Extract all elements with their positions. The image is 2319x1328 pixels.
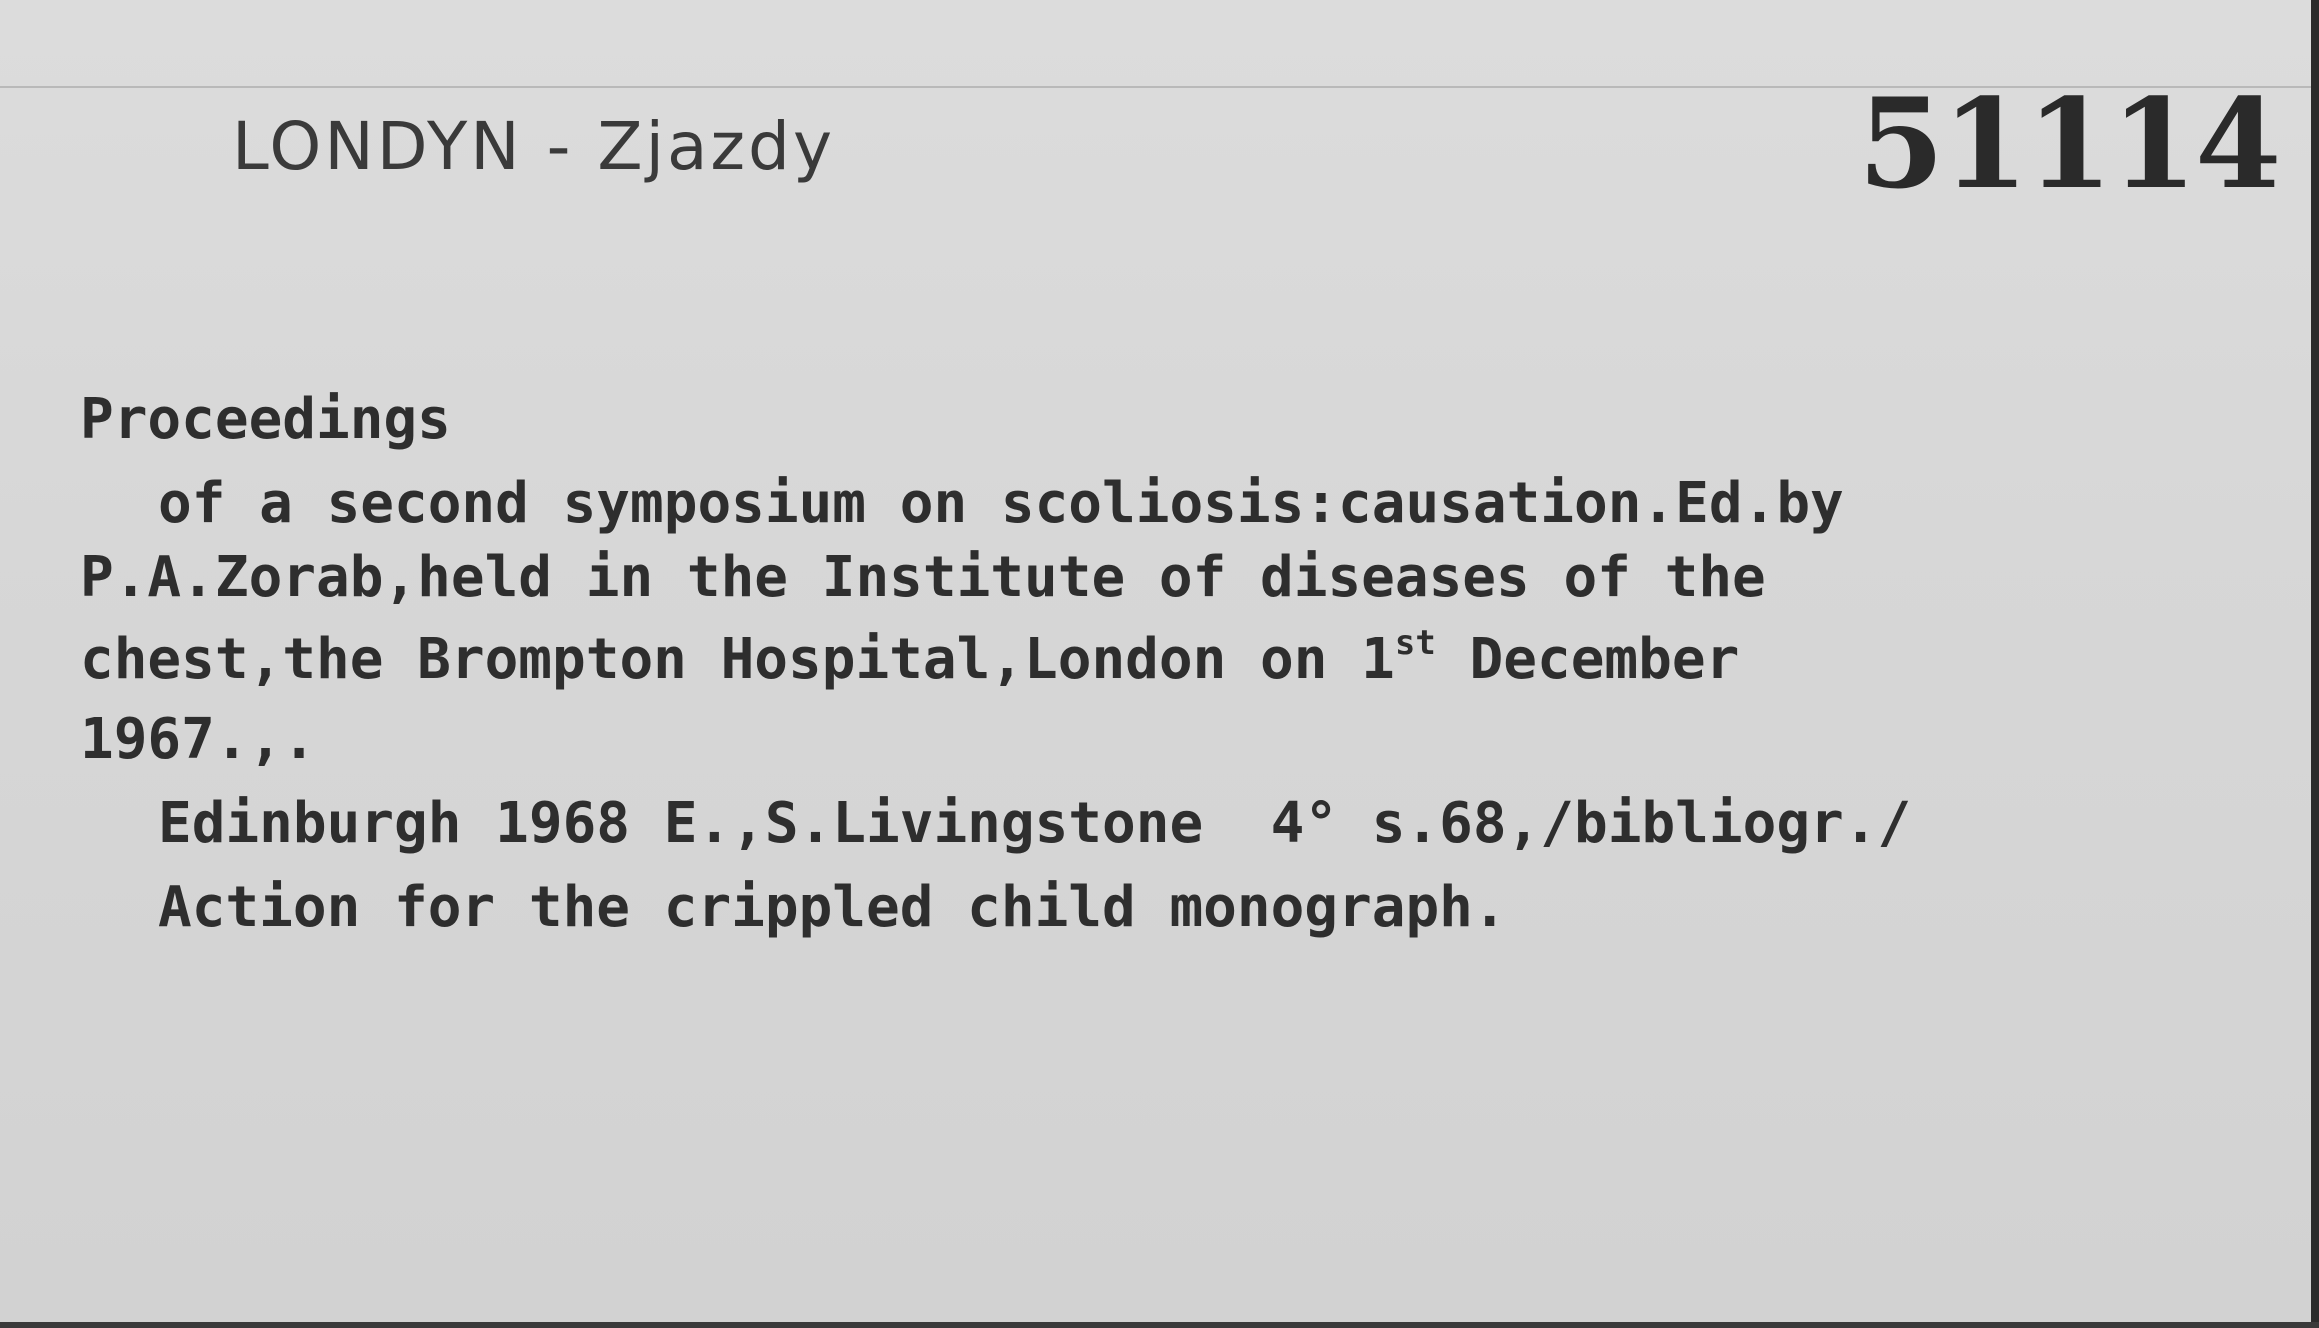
card-title: Proceedings	[80, 387, 451, 452]
card-line-2: P.A.Zorab,held in the Institute of diseases of the	[80, 545, 1766, 610]
card-line-6: Action for the crippled child monograph.	[158, 875, 1507, 940]
card-line-3-text: chest,the Brompton Hospital,London on 1	[80, 627, 1395, 692]
card-line-3-tail: December	[1435, 627, 1740, 692]
card-right-edge	[2311, 0, 2319, 1328]
card-line-3-superscript: st	[1394, 623, 1436, 663]
card-line-3	[80, 623, 1740, 692]
card-line-1: of a second symposium on scoliosis:causation.Ed.by	[158, 471, 1844, 536]
card-line-5: Edinburgh 1968 E.,S.Livingstone 4° s.68,/bibliogr./	[158, 791, 1912, 856]
card-line-4: 1967.,.	[80, 707, 317, 772]
card-heading: LONDYN - Zjazdy	[232, 108, 836, 185]
card-bottom-edge	[0, 1322, 2319, 1328]
card-number: 51114	[1858, 72, 2280, 217]
